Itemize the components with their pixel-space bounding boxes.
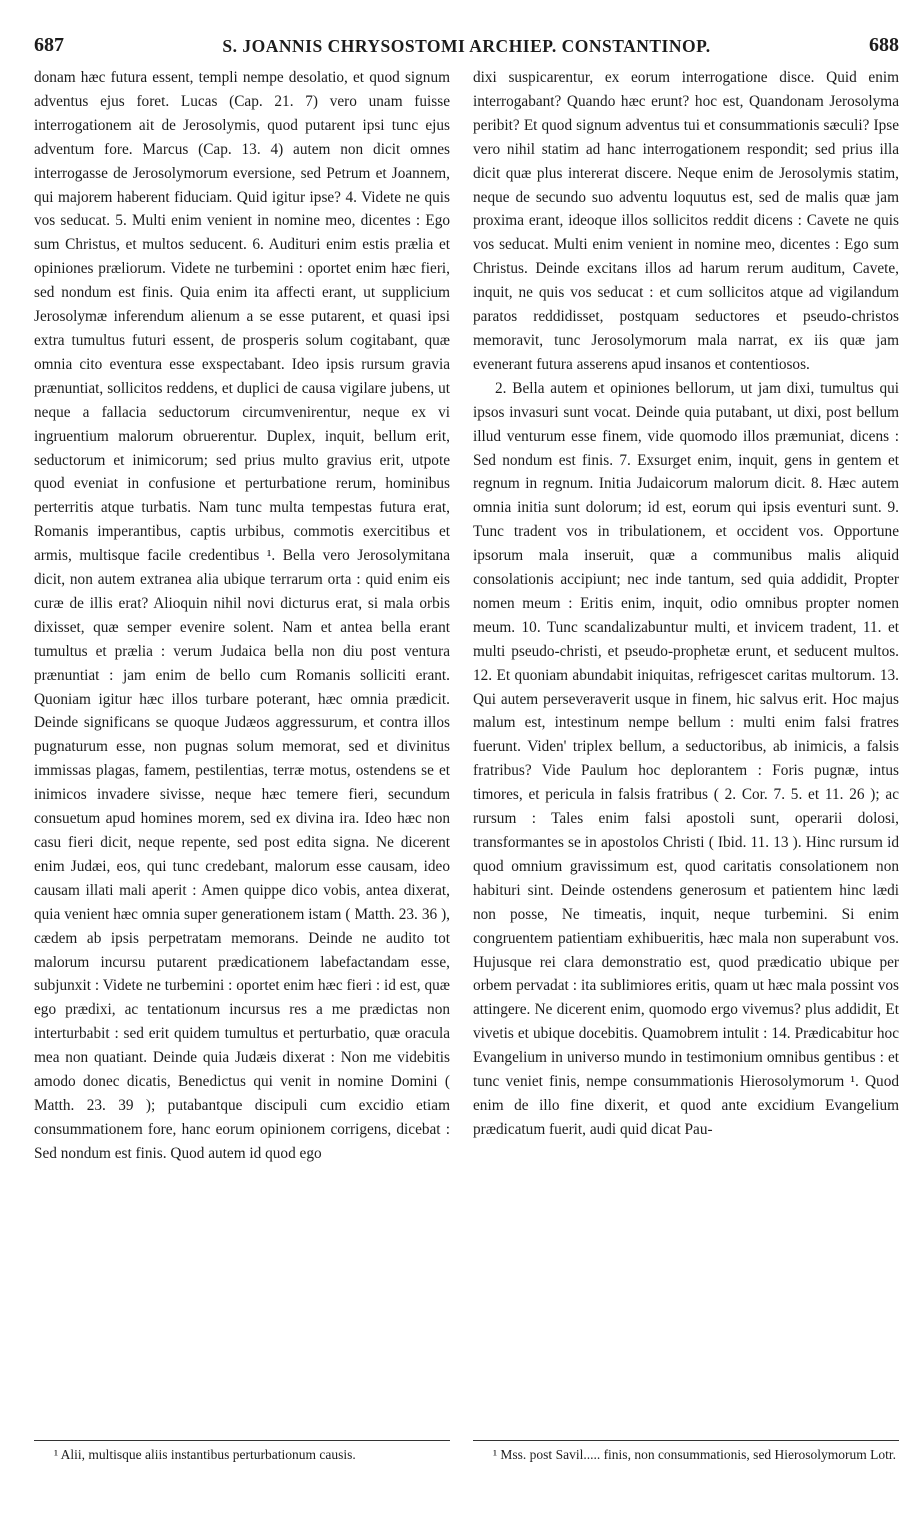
footnote-left: ¹ Alii, multisque aliis instantibus perturbationum causis. (34, 1440, 450, 1464)
footnote-right: ¹ Mss. post Savil..... finis, non consummationis, sed Hierosolymorum Lotr. (473, 1440, 899, 1464)
running-title: S. JOANNIS CHRYSOSTOMI ARCHIEP. CONSTANTINOP. (222, 36, 711, 56)
right-paragraph-2: 2. Bella autem et opiniones bellorum, ut jam dixi, tumultus qui ipsos invasuri sunt vocat. Deinde quia putabant, ut dixi, post bellum illud venturum esse finem, vide quomodo illos præmuniat, dicens : Sed nondum est finis. 7. Exsurget enim, inquit, gens in gentem et regnum in regnum. Initia Judaicorum malorum dicit. 8. Hæc autem omnia initia sunt dolorum; id est, eorum qui ipsis eventuri sunt. 9. Tunc tradent vos in tribulationem, et occident vos. Opportune ipsorum mala inseruit, quæ a communibus malis aliquid consolationis accipiunt; nec inde tantum, sed quia addidit, Propter nomen meum : Eritis enim, inquit, odio omnibus propter nomen meum. 10. Tunc scandalizabuntur multi, et invicem tradent, 11. et multi pseudo-christi, et pseudo-prophetæ erunt, et seducent multos. 12. Et quoniam abundabit iniquitas, refrigescet caritas multorum. 13. Qui autem perseveraverit usque in finem, hic salvus erit. Hoc majus malum est, intestinum nempe bellum : multi enim falsi fratres fuerunt. Viden' triplex bellum, a seductoribus, ab inimicis, a falsis fratribus? Vide Paulum hoc deplorantem : Foris pugnæ, intus timores, et pericula in falsis fratribus ( 2. Cor. 7. 5. et 11. 26 ); ac rursum : Tales enim falsi apostoli sunt, operarii dolosi, transformantes se in apostolos Christi ( Ibid. 11. 13 ). Hinc rursum id quod omnium gravissimum est, quod caritatis consolationem non habituri sint. Deinde ostendens generosum et patientem hinc lædi non posse, Ne timeatis, inquit, neque turbemini. Si enim congruentem patientiam exhibueritis, hæc mala non superabunt vos. Hujusque rei clara demonstratio est, quod prædicatio ubique per orbem pervadat : ita sublimiores eritis, quam ut hæc mala possint vos attingere. Ne dicerent enim, quomodo ergo vivemus? plus addidit, Et vivetis et ubique docebitis. Quamobrem intulit : 14. Prædicabitur hoc Evangelium in universo mundo in testimonium omnibus gentibus : et tunc veniet finis, nempe consummationis Hierosolymorum ¹. Quod enim de illo fine dixerit, et quod ante excidium Evangelium prædicatum fuerit, audi quid dicat Pau- (473, 379, 899, 1138)
right-paragraph-1: dixi suspicarentur, ex eorum interrogatione disce. Quid enim interrogabant? Quando hæc erunt? hoc est, Quandonam Jerosolyma peribit? Et quod signum adventus tui et consummationis sæculi? Ipse vero nihil statim ad hanc interrogationem respondit; sed prius illa dicit quæ plus intererat discere. Neque enim de Jerosolymis statim, neque de secundo suo adventu loquutus est, sed de malis quæ jam proxima erant, ideoque illos sollicitos reddit dicens : Cavete ne quis vos seducat. Multi enim venient in nomine meo, dicentes : Ego sum Christus. Deinde excitans illos ad harum rerum auditum, Cavete, inquit, ne quis vos seducat : et cum sollicitos atque ad vigilandum paratos reddidisset, postquam seductores et pseudo-christos memoravit, tunc Jerosolymorum mala narrat, ex iis quæ jam evenerant futura asserens apud insanos et contentiosos. (473, 69, 899, 373)
page-number-right: 688 (869, 34, 899, 56)
page-number-left: 687 (34, 34, 64, 56)
left-paragraph-1: donam hæc futura essent, templi nempe desolatio, et quod signum adventus ejus foret. Lucas (Cap. 21. 7) vero unam fuisse interrogationem ait de Jerosolymis, quod putarent ipsi tunc ejus adventum fore. Marcus (Cap. 13. 4) autem non dicit omnes interrogasse de Jerosolymorum eversione, sed Petrum et Joannem, qui majorem haberent fiduciam. Quid igitur ipse? 4. Videte ne quis vos seducat. 5. Multi enim venient in nomine meo, dicentes : Ego sum Christus, et multos seducent. 6. Audituri enim estis prælia et opiniones præliorum. Videte ne turbemini : oportet enim hæc fieri, sed nondum est finis. Quia enim ita affecti erant, ut supplicium Jerosolymæ inferendum alienum a se esse putarent, et quasi ipsi extra tumultus futuri essent, de prosperis solum cogitabant, quæ omnia cito eventura esse exspectabant. Ideo ipsis rursum gravia prænuntiat, sollicitos reddens, et duplici de causa vigilare jubens, ut neque a fallacia seductorum circumvenirentur, neque ex vi ingruentium malorum obruerentur. Duplex, inquit, bellum erit, seductorum et inimicorum; sed prius multo gravius erit, utpote quod eveniat in confusione et perturbatione rerum, hominibus perterritis atque turbatis. Nam tunc multa tempestas futura erat, Romanis imperantibus, captis urbibus, commotis exercitibus et armis, multisque facile credentibus ¹. Bella vero Jerosolymitana dicit, non autem extranea alia ubique terrarum orta : quid enim eis curæ de illis erat? Alioquin nihil novi dicturus erat, si mala orbis dixisset, quæ semper evenire solent. Nam et antea bella erant tumultus et prælia : verum Judaica bella non diu post ventura prænuntiat : jam enim de bello cum Romanis solliciti erant. Quoniam igitur hæc illos turbare poterant, hæc omnia prædicit. Deinde significans se quoque Judæos aggressurum, et contra illos pugnaturum esse, non pugnas solum memorat, sed et divinitus immissas plagas, famem, pestilentias, terræ motus, ostendens se et inimicos invadere sivisse, neque hæc temere fieri, secundum consuetum apud homines morem, sed ex divina ira. Ideo hæc non casu fieri dicit, neque repente, sed post edita signa. Ne dicerent enim Judæi, eos, qui tunc credebant, malorum esse causam, ideo causam illati mali aperit : Amen quippe dico vobis, antea dixerat, quia venient hæc omnia super generationem istam ( Matth. 23. 36 ), cædem ab ipsis perpetratam memorans. Deinde ne audito tot malorum incursu putarent prædicationem labefactandam esse, subjunxit : Videte ne turbemini : oportet enim hæc fieri : id est, quæ ego prædixi, ac tentationum incursus res a me prædictas non interturbabit : sed erit quidem tumultus et perturbatio, quæ oracula mea non quatiant. Deinde quia Judæis dixerat : Non me videbitis amodo donec dicatis, Benedictus qui venit in nomine Domini ( Matth. 23. 39 ); putabantque discipuli cum excidio etiam consummationem fore, hanc eorum opinionem corrigens, dicebat : Sed nondum est finis. Quod autem id quod ego (34, 69, 450, 1162)
page-header (34, 34, 899, 64)
right-column (473, 66, 899, 1142)
left-column (34, 66, 450, 1166)
